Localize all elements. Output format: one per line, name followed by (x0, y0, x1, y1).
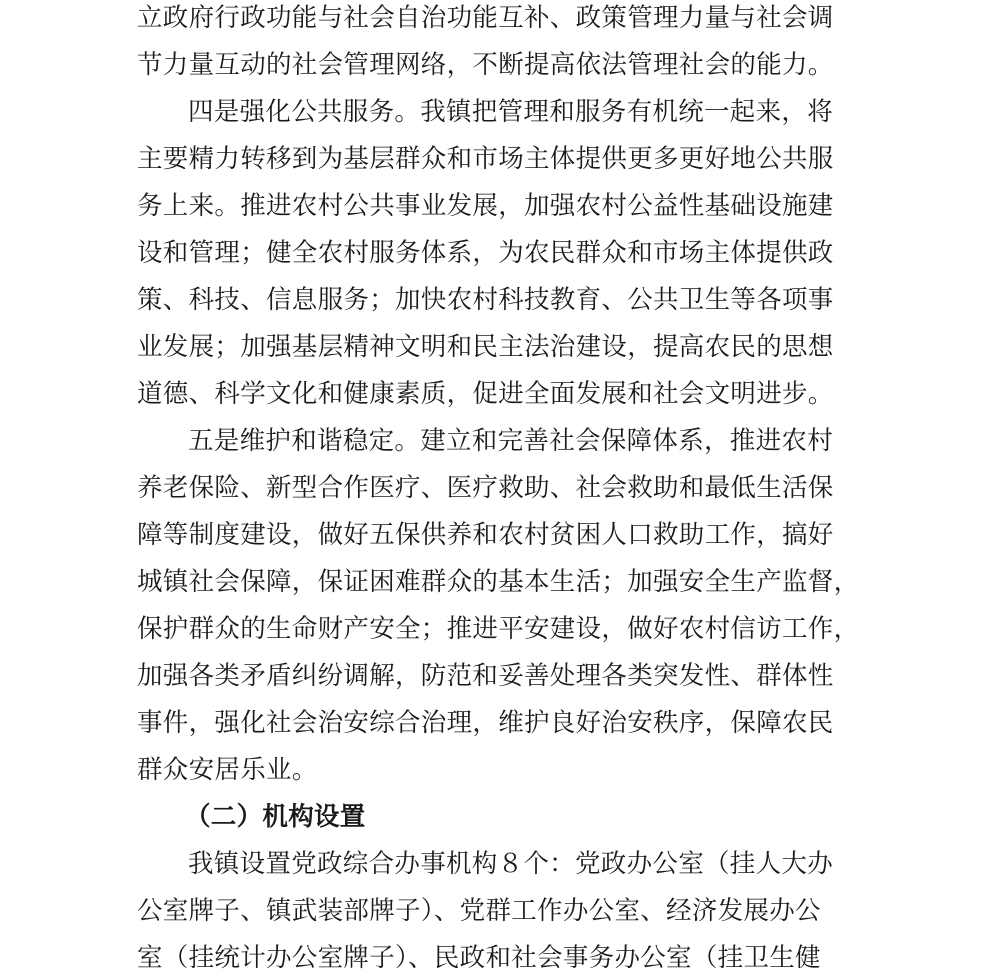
text-line: 业发展；加强基层精神文明和民主法治建设，提高农民的思想 (137, 332, 834, 362)
text-line: 四是强化公共服务。我镇把管理和服务有机统一起来，将 (188, 97, 834, 127)
text-line: 城镇社会保障，保证困难群众的基本生活；加强安全生产监督， (137, 567, 860, 597)
text-line: 公室牌子、镇武装部牌子）、党群工作办公室、经济发展办公 (137, 896, 821, 926)
section-heading: （二）机构设置 (185, 802, 366, 832)
text-line: 五是维护和谐稳定。建立和完善社会保障体系，推进农村 (188, 426, 834, 456)
text-line: 障等制度建设，做好五保供养和农村贫困人口救助工作，搞好 (137, 520, 834, 550)
text-line: 群众安居乐业。 (137, 755, 318, 785)
text-line: 加强各类矛盾纠纷调解，防范和妥善处理各类突发性、群体性 (137, 661, 834, 691)
text-line: 设和管理；健全农村服务体系，为农民群众和市场主体提供政 (137, 238, 834, 268)
text-line: 主要精力转移到为基层群众和市场主体提供更多更好地公共服 (137, 144, 834, 174)
text-line: 室（挂统计办公室牌子）、民政和社会事务办公室（挂卫生健 (137, 943, 821, 973)
text-line: 立政府行政功能与社会自治功能互补、政策管理力量与社会调 (137, 3, 834, 33)
text-line: 养老保险、新型合作医疗、医疗救助、社会救助和最低生活保 (137, 473, 834, 503)
text-line: 保护群众的生命财产安全；推进平安建设，做好农村信访工作， (137, 614, 860, 644)
text-line: 道德、科学文化和健康素质，促进全面发展和社会文明进步。 (137, 379, 834, 409)
text-line: 我镇设置党政综合办事机构８个：党政办公室（挂人大办 (188, 849, 834, 879)
text-line: 节力量互动的社会管理网络，不断提高依法管理社会的能力。 (137, 50, 834, 80)
text-line: 务上来。推进农村公共事业发展，加强农村公益性基础设施建 (137, 191, 834, 221)
text-line: 事件，强化社会治安综合治理，维护良好治安秩序，保障农民 (137, 708, 834, 738)
text-line: 策、科技、信息服务；加快农村科技教育、公共卫生等各项事 (137, 285, 834, 315)
